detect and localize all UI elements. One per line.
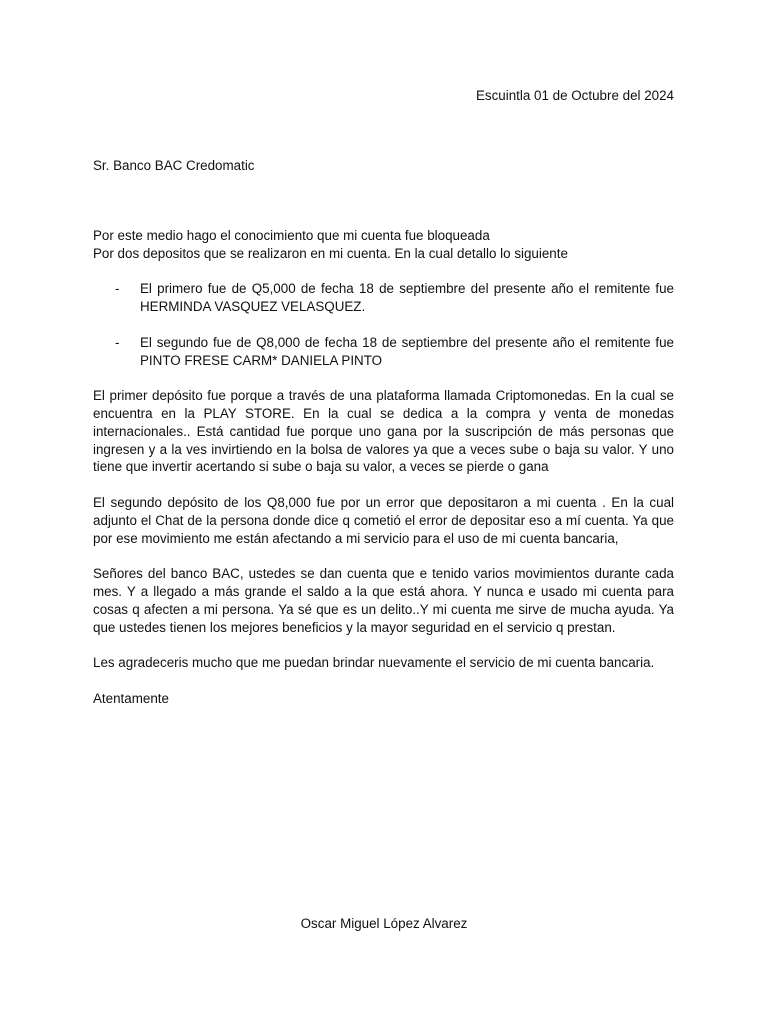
signature-name: Oscar Miguel López Alvarez [300,916,468,931]
bullet-dash: - [115,281,120,297]
bullet-dash: - [115,334,120,350]
date-line: Escuintla 01 de Octubre del 2024 [475,88,674,103]
paragraph-thanks: Les agradeceris mucho que me puedan brindar nuevamente el servicio de mi cuenta bancaria. [93,655,655,671]
letter-body [93,227,674,708]
recipient-line: Sr. Banco BAC Credomatic [93,158,255,173]
deposit-item-text: El segundo fue de Q8,000 de fecha 18 de septiembre del presente año el remitente fue PINTO FRESE CARM* DANIELA PINTO [140,334,674,368]
deposit-item-2 [93,334,674,370]
deposit-item-1 [93,280,674,316]
intro-line-1: Por este medio hago el conocimiento que mi cuenta fue bloqueada [93,228,490,243]
deposit-item-text: El primero fue de Q5,000 de fecha 18 de septiembre del presente año el remitente fue HERMINDA VASQUEZ VELASQUEZ. [140,281,674,315]
closing-line: Atentamente [93,690,169,706]
paragraph-bank-request: Señores del banco BAC, ustedes se dan cuenta que e tenido varios movimientos durante cada mes. Y a llegado a más grande el saldo a la que está ahora. Y nunca e usado mi cuenta para cosas q afecten a mi persona. Ya sé que es un delito..Y mi cuenta me sirve de mucha ayuda. Ya que ustedes tienen los mejores beneficios y la mayor seguridad en el servicio q prestan. [93,566,674,635]
paragraph-first-deposit: El primer depósito fue porque a través de una plataforma llamada Criptomonedas. En la cual se encuentra en la PLAY STORE. En la cual se dedica a la compra y venta de monedas internacionales.. Está cantidad fue porque uno gana por la suscripción de más personas que ingresen y a la ves invirtiendo en la bolsa de valores ya que a veces sube o baja su valor. Y uno tiene que invertir acertando si sube o baja su valor, a veces se pierde o gana [93,388,674,475]
paragraph-second-deposit: El segundo depósito de los Q8,000 fue por un error que depositaron a mi cuenta . En la cual adjunto el Chat de la persona donde dice q cometió el error de depositar eso a mí cuenta. Ya que por ese movimiento me están afectando a mi servicio para el uso de mi cuenta bancaria, [93,494,674,546]
intro-line-2: Por dos depositos que se realizaron en mi cuenta. En la cual detallo lo siguiente [93,245,568,261]
deposit-list [93,280,674,369]
